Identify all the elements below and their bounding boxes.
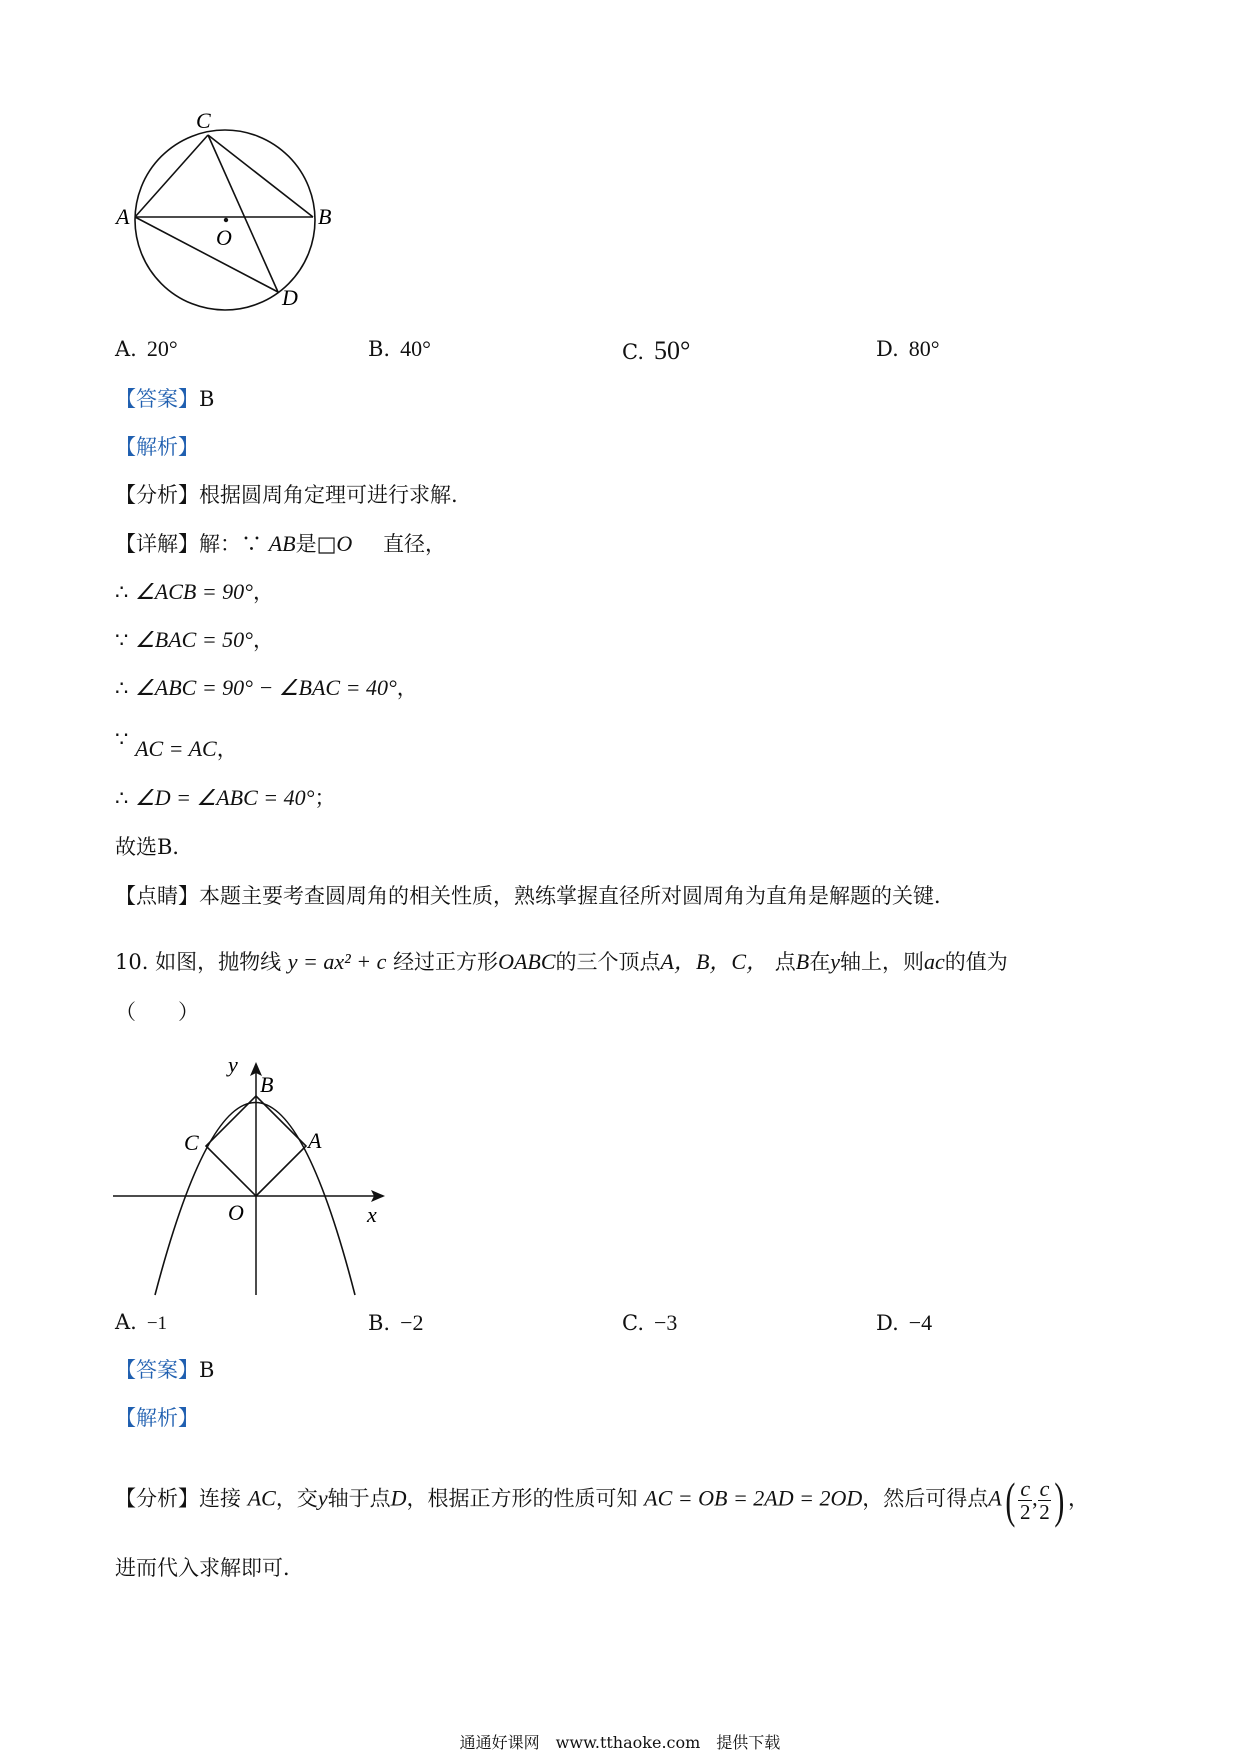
q10-option-a: A. −1 bbox=[115, 1310, 168, 1334]
q9-option-c: C. 50° bbox=[622, 336, 691, 365]
label-o: O bbox=[216, 225, 232, 250]
fraction-c-over-2: $\frac{c}{2}$ bbox=[1019, 1475, 1031, 1524]
center-dot bbox=[224, 218, 228, 222]
label-x: x bbox=[367, 1202, 377, 1227]
circle-figure bbox=[110, 100, 350, 320]
q10-paren: （ ） bbox=[115, 1000, 199, 1024]
q10-option-d: D. −4 bbox=[876, 1310, 933, 1335]
q9-analysis: 【分析】根据圆周角定理可进行求解. bbox=[115, 483, 458, 507]
q10-answer: 【答案】B bbox=[115, 1358, 215, 1382]
label-o2: O bbox=[228, 1200, 244, 1225]
label-d: D bbox=[282, 285, 298, 310]
page-footer: 通通好课网 www.tthaoke.com 提供下载 bbox=[459, 1733, 781, 1752]
q10-analysis: 【分析】连接 AC，交y轴于点D，根据正方形的性质可知 AC = OB = 2AD = 2OD，然后可得点A( $\frac{c}{2}$ , $\frac{c}{2}$ ) ， bbox=[115, 1472, 1090, 1528]
line-cb bbox=[208, 135, 313, 217]
q10-jiexi: 【解析】 bbox=[115, 1406, 199, 1430]
q9-step-5: ∴ ∠D = ∠ABC = 40°； bbox=[115, 785, 336, 810]
q10-analysis-line2: 进而代入求解即可． bbox=[115, 1556, 304, 1580]
line-cd bbox=[208, 135, 278, 292]
q9-detail: 【详解】解：∵ AB是□O 直径， bbox=[115, 531, 446, 556]
q9-option-a: A. 20° bbox=[115, 336, 178, 361]
parabola-figure bbox=[110, 1050, 400, 1300]
q9-step-2: ∵ ∠BAC = 50°， bbox=[115, 627, 274, 652]
q9-conclusion: 故选B． bbox=[115, 835, 194, 859]
q9-step-3: ∴ ∠ABC = 90° − ∠BAC = 40°， bbox=[115, 675, 418, 700]
label-c: C bbox=[196, 108, 211, 133]
line-ad bbox=[135, 217, 278, 292]
label-c2: C bbox=[184, 1130, 199, 1155]
label-a2: A bbox=[308, 1128, 322, 1153]
q9-step-4: ∵ AC = AC， bbox=[115, 727, 238, 761]
label-a: A bbox=[116, 204, 130, 229]
fraction-c-over-2-second: $\frac{c}{2}$ bbox=[1039, 1475, 1050, 1524]
q10-option-c: C. −3 bbox=[622, 1310, 678, 1335]
q10-stem: 10. 如图，抛物线 y = ax² + c 经过正方形OABC的三个顶点A，B，C， 点B在y轴上，则ac的值为 bbox=[115, 949, 1008, 974]
q9-option-d: D. 80° bbox=[876, 336, 940, 361]
q9-jiexi: 【解析】 bbox=[115, 435, 199, 459]
q9-option-b: B. 40° bbox=[368, 336, 431, 361]
q9-answer: 【答案】B bbox=[115, 387, 215, 411]
q9-step-1: ∴ ∠ACB = 90°， bbox=[115, 579, 274, 604]
label-b: B bbox=[318, 204, 332, 229]
label-b2: B bbox=[260, 1072, 274, 1097]
q10-option-b: B. −2 bbox=[368, 1310, 424, 1335]
q9-comment: 【点睛】本题主要考查圆周角的相关性质，熟练掌握直径所对圆周角为直角是解题的关键． bbox=[115, 884, 955, 908]
label-y: y bbox=[228, 1052, 238, 1077]
